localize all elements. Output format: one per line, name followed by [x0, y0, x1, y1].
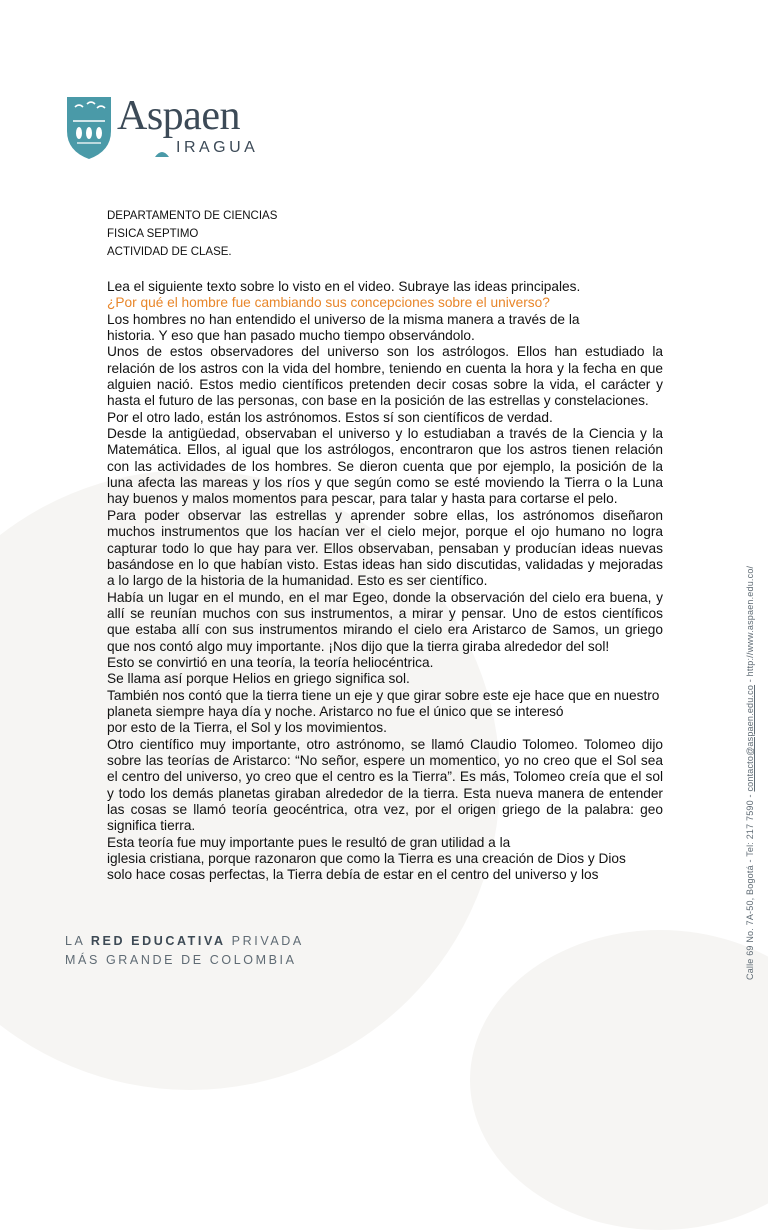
brand-subtitle: IRAGUA	[176, 139, 259, 156]
department-line: DEPARTAMENTO DE CIENCIAS	[107, 210, 278, 222]
background-decoration-bottom	[470, 930, 768, 1230]
activity-line: ACTIVIDAD DE CLASE.	[107, 246, 232, 258]
paragraph: Había un lugar en el mundo, en el mar Egeo, donde la observación del cielo era buena, y allí se reunían muchos con sus instrumentos, a mirar y pensar. Uno de estos científicos que estaba allí con sus instrumentos mirando el cielo era Aristarco de Samos, un griego que nos contó algo muy importante. ¡Nos dijo que la tierra giraba alrededor del sol!	[107, 589, 663, 654]
address-text: Calle 69 No. 7A-50, Bogotá - Tel: 217 7590 -	[745, 791, 755, 980]
footer-tagline	[65, 932, 304, 970]
paragraph: Unos de estos observadores del universo son los astrólogos. Ellos han estudiado la relación de los astros con la vida del hombre, teniendo en cuenta la hora y la fecha en que alguien nació. Estos medio científicos pretenden decir cosas sobre la vida, el carácter y hasta el futuro de las personas, con base en la posición de las estrellas y constelaciones.	[107, 344, 663, 409]
paragraph: Por el otro lado, están los astrónomos. Estos sí son científicos de verdad.	[107, 409, 553, 425]
footer-line-2: MÁS GRANDE DE COLOMBIA	[65, 953, 297, 967]
side-contact-info	[745, 500, 755, 980]
footer-line-1	[65, 932, 304, 951]
paragraph: Esta teoría fue muy importante pues le resultó de gran utilidad a la	[107, 834, 511, 850]
paragraph: Se llama así porque Helios en griego significa sol.	[107, 671, 410, 687]
paragraph: solo hace cosas perfectas, la Tierra debía de estar en el centro del universo y los	[107, 867, 599, 883]
brand-name: Aspaen	[117, 93, 240, 139]
document-header	[107, 207, 277, 261]
website-text[interactable]: - http://www.aspaen.edu.co/	[745, 565, 755, 685]
paragraph: Otro científico muy importante, otro astrónomo, se llamó Claudio Tolomeo. Tolomeo dijo sobre las teorías de Aristarco: “No señor, espere un momentico, yo no creo que el Sol sea el centro del universo, yo creo que el centro es la Tierra”. Es más, Tolomeo creía que el sol y todo los demás planetas giraban alrededor de la tierra. Esta nueva manera de entender las cosas se llamó teoría geocéntrica, otra vez, por el origen griego de la palabra: geo significa tierra.	[107, 736, 663, 834]
paragraph: Esto se convirtió en una teoría, la teoría heliocéntrica.	[107, 654, 434, 670]
instruction-text: Lea el siguiente texto sobre lo visto en el video. Subraye las ideas principales.	[107, 279, 581, 294]
paragraph: Para poder observar las estrellas y aprender sobre ellas, los astrónomos diseñaron muchos instrumentos que los hacían ver el cielo mejor, porque el ojo humano no logra capturar todo lo que hay para ver. Ellos observaban, pensaban y producían ideas nuevas basándose en lo que habían visto. Estas ideas han sido discutidas, validadas y mejoradas a lo largo de la historia de la humanidad. Esto es ser científico.	[107, 507, 663, 589]
email-link[interactable]: contacto@aspaen.edu.co	[745, 684, 755, 792]
subject-line: FISICA SEPTIMO	[107, 228, 199, 240]
paragraph: También nos contó que la tierra tiene un eje y que girar sobre este eje hace que en nuestro	[107, 687, 660, 703]
document-body	[107, 279, 663, 884]
paragraph: Desde la antigüedad, observaban el universo y lo estudiaban a través de la Ciencia y la Matemática. Ellos, al igual que los astrólogos, encontraron que los astros tienen relación con las actividades de los hombres. Se dieron cuenta que por ejemplo, la posición de la luna afecta las mareas y los ríos y que según como se esté moviendo la Tierra o la Luna hay buenos y malos momentos para pescar, para talar y hasta para cortarse el pelo.	[107, 426, 663, 507]
paragraph: planeta siempre haya día y noche. Aristarco no fue el único que se interesó	[107, 703, 564, 719]
paragraph: iglesia cristiana, porque razonaron que como la Tierra es una creación de Dios y Dios	[107, 851, 626, 867]
footer-emphasis: RED EDUCATIVA	[90, 934, 226, 948]
paragraph: Los hombres no han entendido el universo de la misma manera a través de la	[107, 311, 580, 327]
paragraph: historia. Y eso que han pasado mucho tiempo observándolo.	[107, 328, 475, 344]
question-heading: ¿Por qué el hombre fue cambiando sus concepciones sobre el universo?	[107, 295, 550, 311]
paragraph: por esto de la Tierra, el Sol y los movimientos.	[107, 720, 387, 736]
footer-text: PRIVADA	[225, 934, 304, 948]
footer-text: LA	[65, 934, 91, 948]
